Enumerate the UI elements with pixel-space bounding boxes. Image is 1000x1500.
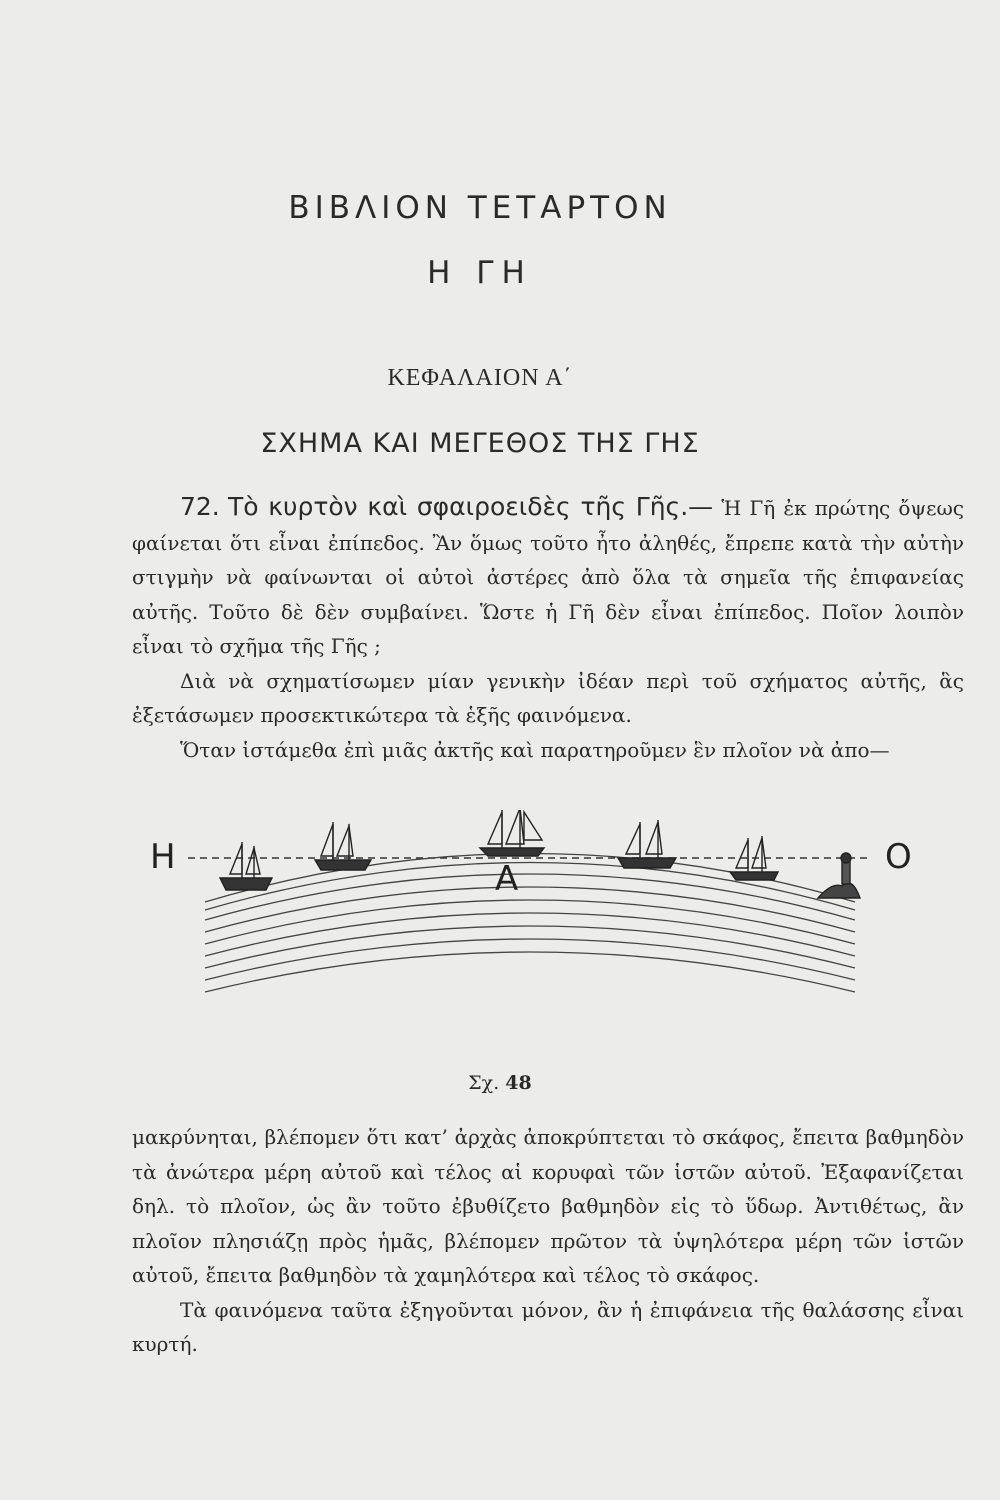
section-paragraph-1-text: Ἡ Γῆ ἐκ πρώτης ὄψεως φαίνεται ὅτι εἶναι ἐπίπεδος. Ἂν ὅμως τοῦτο ἦτο ἀληθές, ἔπρεπε κατὰ τὴν αὐτὴν στιγμὴν νὰ φαίνωνται οἱ αὐτοὶ ἀστέρες ἀπὸ ὅλα τὰ σημεῖα τῆς ἐπιφανείας αὐτῆς. Τοῦτο δὲ δὲν συμβαίνει. Ὥστε ἡ Γῆ δὲν εἶναι ἐπίπεδος. Ποῖον λοιπὸν εἶναι τὸ σχῆμα τῆς Γῆς ; — [132, 496, 965, 658]
subject-title: Η ΓΗ — [427, 255, 533, 291]
section-number: 72. — [180, 492, 220, 521]
section-paragraph-2: Διὰ νὰ σχηματίσωμεν μίαν γενικὴν ἰδέαν περὶ τοῦ σχήματος αὐτῆς, ἃς ἐξετάσωμεν προσεκτικώτερα τὰ ἑξῆς φαινόμενα. — [132, 668, 964, 727]
observer-icon — [818, 853, 860, 898]
ship-3-icon — [480, 810, 544, 856]
ship-1-icon — [220, 842, 272, 890]
figure-label-left: Η — [150, 837, 176, 877]
ship-2-icon — [315, 822, 371, 870]
figure-label-center: Α — [495, 859, 519, 899]
continuation-body — [132, 1120, 964, 1362]
continuation-paragraph-1: μακρύνηται, βλέπομεν ὅτι κατ’ ἀρχὰς ἀποκρύπτεται τὸ σκάφος, ἔπειτα βαθμηδὸν τὰ ἀνώτερα μέρη αὐτοῦ καὶ τέλος αἱ κορυφαὶ τῶν ἱστῶν αὐτοῦ. Ἐξαφανίζεται δηλ. τὸ πλοῖον, ὡς ἂν τοῦτο ἐβυθίζετο βαθμηδὸν εἰς τὸ ὕδωρ. Ἀντιθέτως, ἂν πλοῖον πλησιάζῃ πρὸς ἡμᾶς, βλέπομεν πρῶτον τὰ ὑψηλότερα μέρη τῶν ἱστῶν αὐτοῦ, ἔπειτα βαθμηδὸν τὰ χαμηλότερα καὶ τέλος τὸ σκάφος. — [132, 1125, 964, 1287]
section-heading: Τὸ κυρτὸν καὶ σφαιροειδὲς τῆς Γῆς.— — [227, 492, 714, 521]
continuation-paragraph-2: Τὰ φαινόμενα ταῦτα ἐξηγοῦνται μόνον, ἂν ἡ ἐπιφάνεια τῆς θαλάσσης εἶναι κυρτή. — [132, 1297, 964, 1356]
figure-label-right: Ο — [885, 837, 912, 877]
section-paragraph-3: Ὅταν ἱστάμεθα ἐπὶ μιᾶς ἀκτῆς καὶ παρατηροῦμεν ἓν πλοῖον νὰ ἀπο— — [180, 737, 890, 762]
figure-drawing — [150, 810, 920, 1050]
section-body — [132, 490, 964, 767]
chapter-title: ΣΧΗΜΑ ΚΑΙ ΜΕΓΕΘΟΣ ΤΗΣ ΓΗΣ — [260, 428, 700, 459]
figure-caption-prefix: Σχ. — [468, 1072, 500, 1094]
chapter-label: ΚΕΦΑΛΑΙΟΝ Α΄ — [387, 365, 573, 391]
book-title: ΒΙΒΛΙΟΝ ΤΕΤΑΡΤΟΝ — [288, 190, 672, 226]
section-paragraph-1 — [132, 490, 964, 664]
figure-ships-curvature — [150, 810, 920, 1050]
figure-caption — [0, 1072, 1000, 1094]
figure-caption-number: 48 — [505, 1072, 532, 1094]
ship-4-icon — [618, 820, 676, 868]
